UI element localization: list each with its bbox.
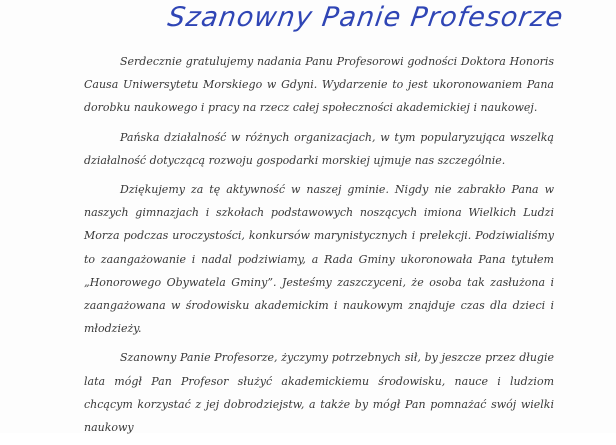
paragraph-organizations: Pańska działalność w różnych organizacjach, w tym popularyzująca wszelką działalność dotyczącą rozwoju gospodarki morskiej ujmuje nas szczególnie.: [84, 130, 554, 167]
paragraph-community: Dziękujemy za tę aktywność w naszej gminie. Nigdy nie zabrakło Pana w naszych gimnazjach i szkołach podstawowych noszących imiona Wielkich Ludzi Morza podczas uroczystości, konkursów marynistycznych i prelekcji. Podziwialiśmy to zaangażowanie i nadal podziwiamy, a Rada Gminy ukoronowała Pana tytułem „Honorowego Obywatela Gminy”. Jesteśmy zaszczyceni, że osoba tak zasłużona i zaangażowana w środowisku akademickim i naukowym znajduje czas dla dzieci i młodzieży.: [84, 183, 554, 336]
paragraph-wishes: Szanowny Panie Profesorze, życzymy potrzebnych sił, by jeszcze przez długie lata mógł Pan Profesor służyć akademickiemu środowisku, nauce i ludziom chcącym korzystać z jej dobrodziejstw, a także by mógł Pan pomnażać swój wielki naukowy: [84, 351, 554, 435]
letter-body: [84, 50, 554, 445]
salutation: Szanowny Panie Profesorze: [165, 2, 566, 33]
paragraph-congratulations: Serdecznie gratulujemy nadania Panu Profesorowi godności Doktora Honoris Causa Uniwersytetu Morskiego w Gdyni. Wydarzenie to jest ukoronowaniem Pana dorobku naukowego i pracy na rzecz całej społeczności akademickiej i naukowej.: [84, 55, 554, 115]
